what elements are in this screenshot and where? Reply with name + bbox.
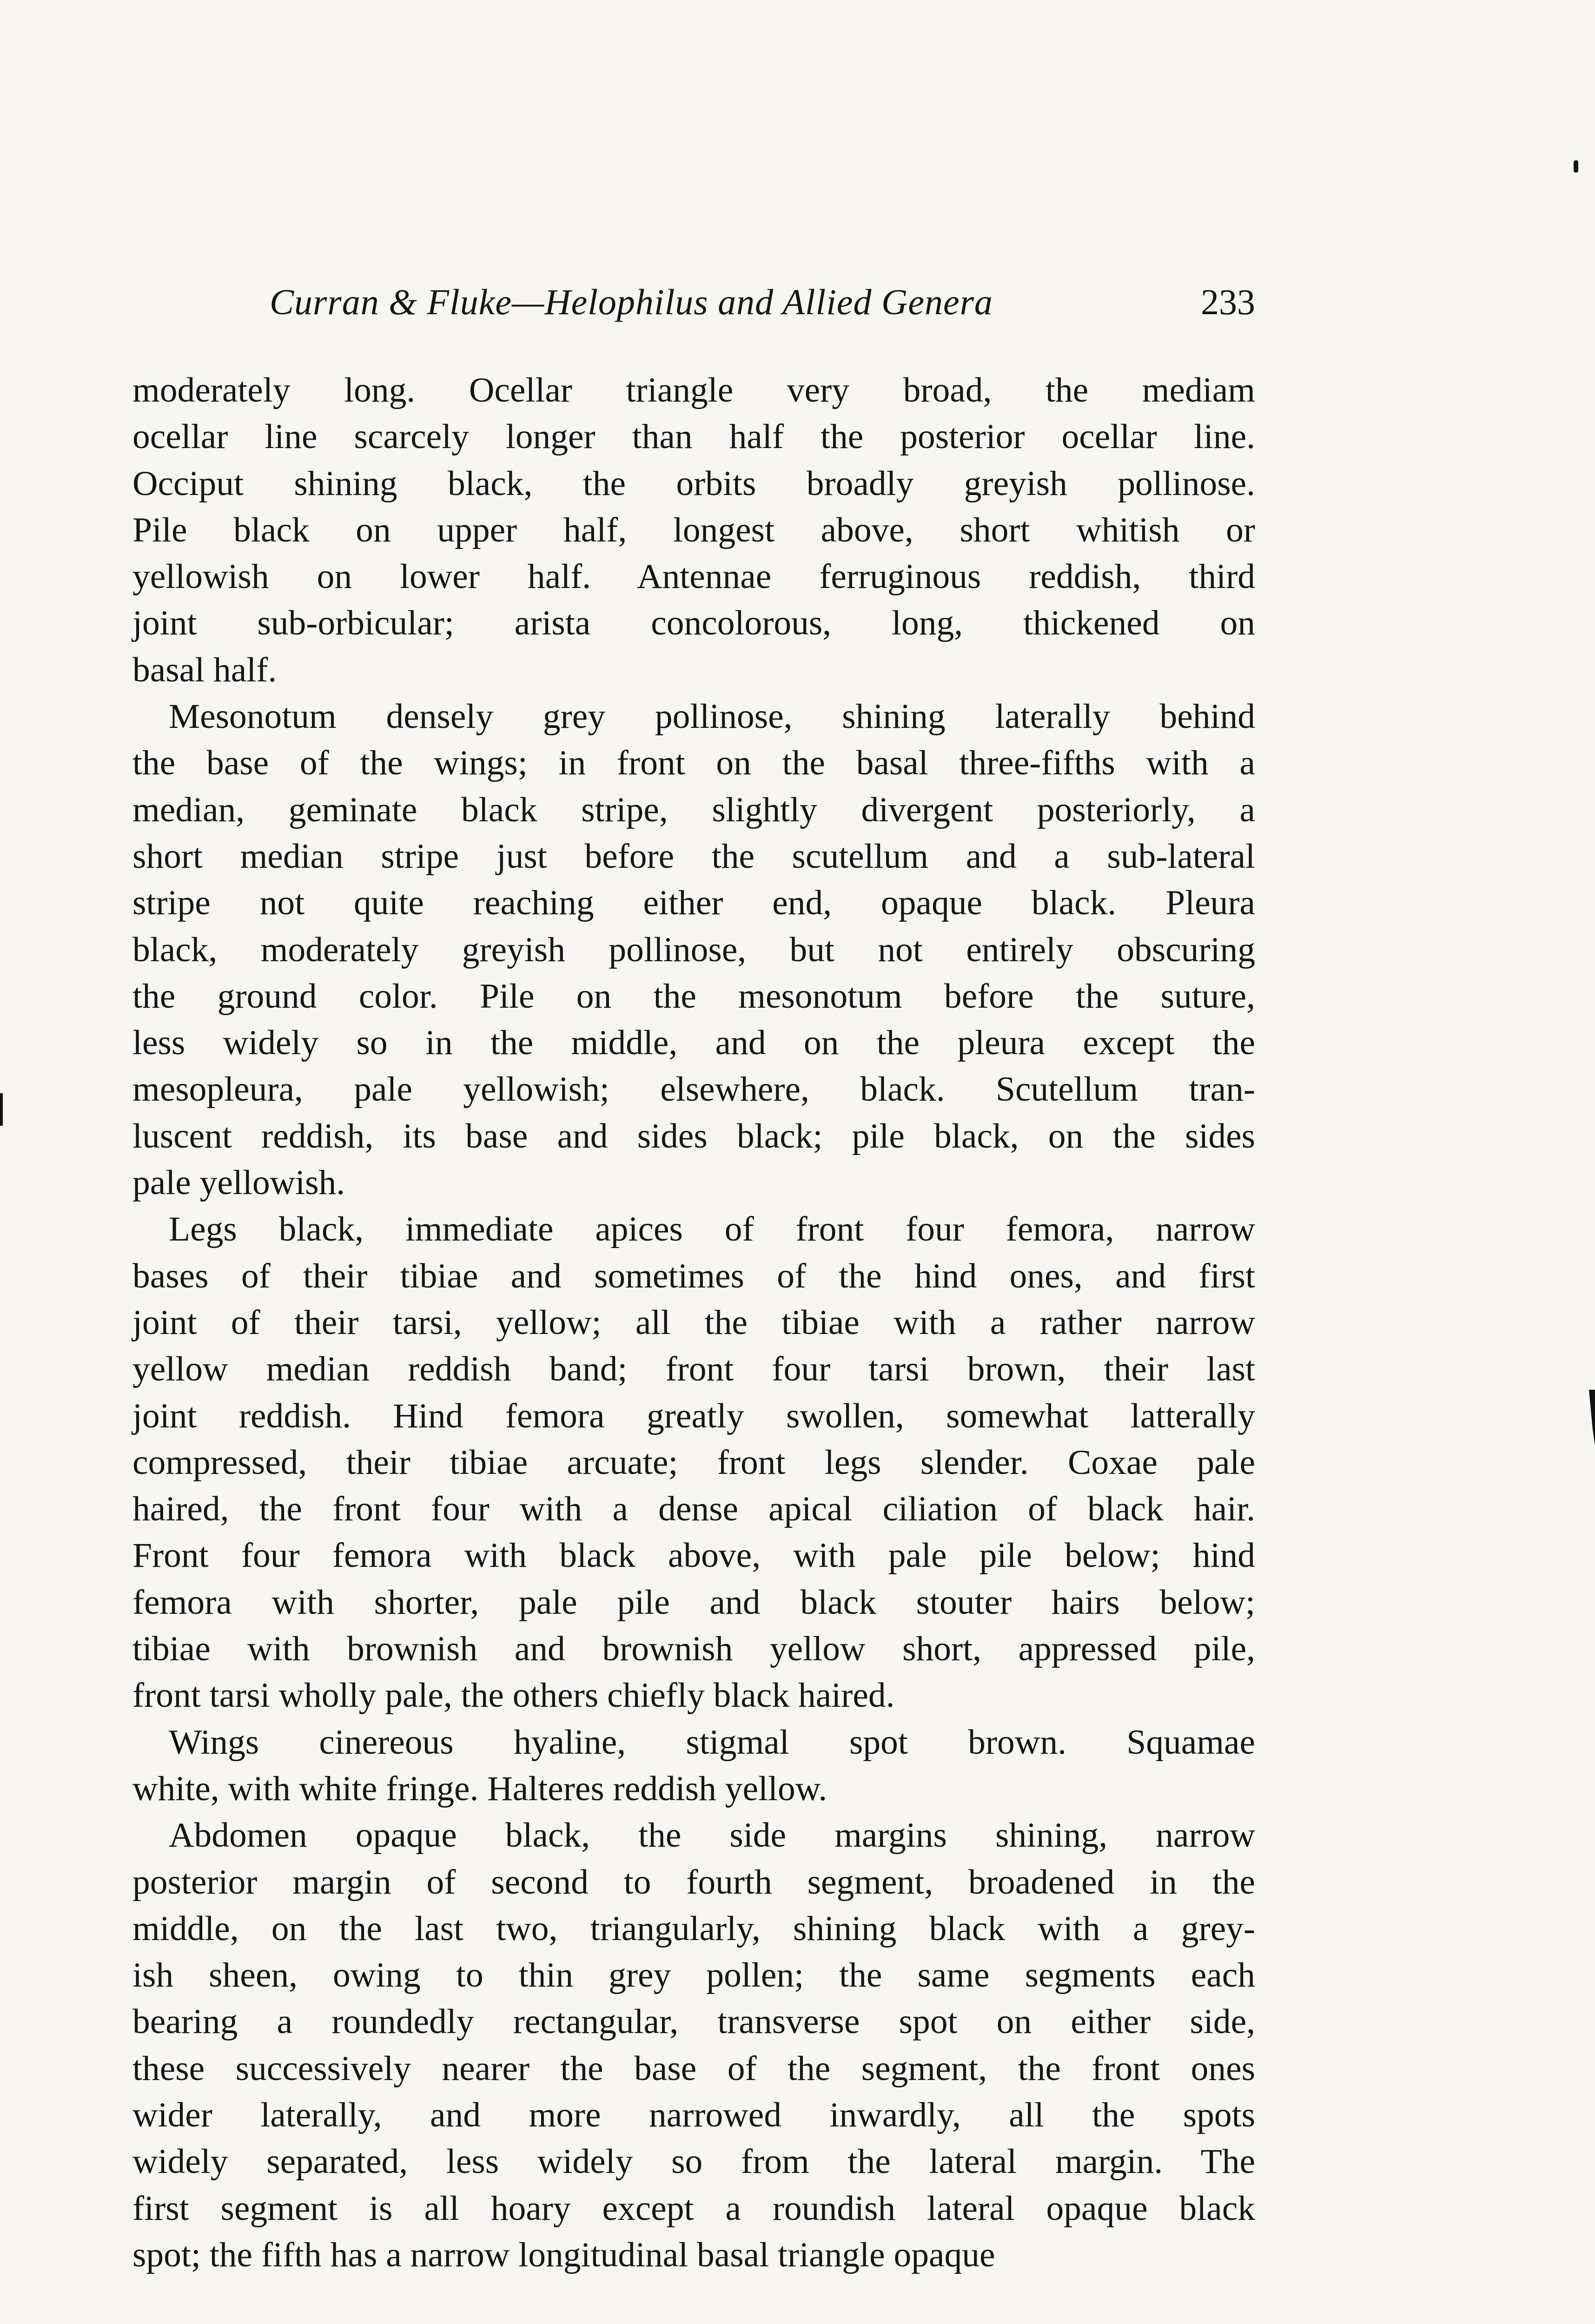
text-line: joint of their tarsi, yellow; all the tibiae with a rather narrow [132, 1303, 1255, 1342]
text-line: Pile black on upper half, longest above, short whitish or [132, 510, 1255, 549]
text-line: less widely so in the middle, and on the pleura except the [132, 1023, 1255, 1063]
body-text [132, 367, 1255, 2278]
text-line: short median stripe just before the scutellum and a sub-lateral [132, 837, 1255, 876]
text-line: stripe not quite reaching either end, opaque black. Pleura [132, 884, 1255, 923]
text-line: luscent reddish, its base and sides black; pile black, on the sides [132, 1116, 1255, 1155]
text-line: wider laterally, and more narrowed inwardly, all the spots [132, 2095, 1255, 2134]
text-line: the ground color. Pile on the mesonotum before the suture, [132, 977, 1255, 1016]
text-line: basal half. [132, 650, 277, 689]
text-line: compressed, their tibiae arcuate; front legs slender. Coxae pale [132, 1443, 1255, 1482]
text-line: Occiput shining black, the orbits broadly greyish pollinose. [132, 464, 1255, 503]
binding-mark [0, 1093, 3, 1126]
running-title: Curran & Fluke—Helophilus and Allied Genera [270, 282, 993, 322]
text-line: joint reddish. Hind femora greatly swollen, somewhat latterally [132, 1396, 1255, 1435]
text-line: ocellar line scarcely longer than half the posterior ocellar line. [132, 417, 1255, 456]
text-line: femora with shorter, pale pile and black stouter hairs below; [132, 1583, 1255, 1622]
paragraph [132, 1206, 1255, 1719]
text-line: white, with white fringe. Halteres reddish yellow. [132, 1769, 827, 1808]
paragraph [132, 1812, 1255, 2278]
page-number: 233 [1201, 282, 1255, 322]
text-line: tibiae with brownish and brownish yellow short, appressed pile, [132, 1630, 1255, 1669]
text-line: joint sub-orbicular; arista concolorous, long, thickened on [132, 604, 1255, 643]
text-line: yellow median reddish band; front four tarsi brown, their last [132, 1350, 1255, 1389]
page-edge-shadow [1589, 1390, 1595, 1446]
text-line: front tarsi wholly pale, the others chiefly black haired. [132, 1676, 895, 1715]
text-line: Wings cinereous hyaline, stigmal spot brown. Squamae [169, 1723, 1255, 1762]
paragraph [132, 367, 1255, 693]
text-line: yellowish on lower half. Antennae ferruginous reddish, third [132, 557, 1255, 596]
text-line: moderately long. Ocellar triangle very broad, the mediam [132, 371, 1255, 409]
text-line: pale yellowish. [132, 1163, 345, 1202]
text-line: bases of their tibiae and sometimes of the hind ones, and first [132, 1256, 1255, 1295]
text-line: spot; the fifth has a narrow longitudinal basal triangle opaque [132, 2235, 995, 2274]
text-line: the base of the wings; in front on the basal three-fifths with a [132, 744, 1255, 783]
text-line: mesopleura, pale yellowish; elsewhere, black. Scutellum tran- [132, 1070, 1255, 1109]
text-line: Mesonotum densely grey pollinose, shining laterally behind [169, 697, 1255, 736]
text-line: Front four femora with black above, with pale pile below; hind [132, 1536, 1255, 1575]
paragraph [132, 693, 1255, 1206]
text-line: haired, the front four with a dense apical ciliation of black hair. [132, 1490, 1255, 1529]
text-line: first segment is all hoary except a roundish lateral opaque black [132, 2189, 1255, 2228]
text-line: bearing a roundedly rectangular, transverse spot on either side, [132, 2002, 1255, 2041]
ink-speck [1574, 160, 1578, 172]
text-line: widely separated, less widely so from the lateral margin. The [132, 2142, 1255, 2181]
paragraph [132, 1719, 1255, 1813]
text-line: these successively nearer the base of the segment, the front ones [132, 2049, 1255, 2088]
text-line: Legs black, immediate apices of front four femora, narrow [169, 1210, 1255, 1249]
running-header [270, 281, 1255, 332]
text-line: middle, on the last two, triangularly, shining black with a grey- [132, 1909, 1255, 1948]
text-line: ish sheen, owing to thin grey pollen; the same segments each [132, 1956, 1255, 1995]
text-line: Abdomen opaque black, the side margins shining, narrow [169, 1816, 1255, 1855]
text-line: median, geminate black stripe, slightly divergent posteriorly, a [132, 790, 1255, 829]
text-line: posterior margin of second to fourth segment, broadened in the [132, 1862, 1255, 1901]
text-line: black, moderately greyish pollinose, but not entirely obscuring [132, 930, 1255, 969]
